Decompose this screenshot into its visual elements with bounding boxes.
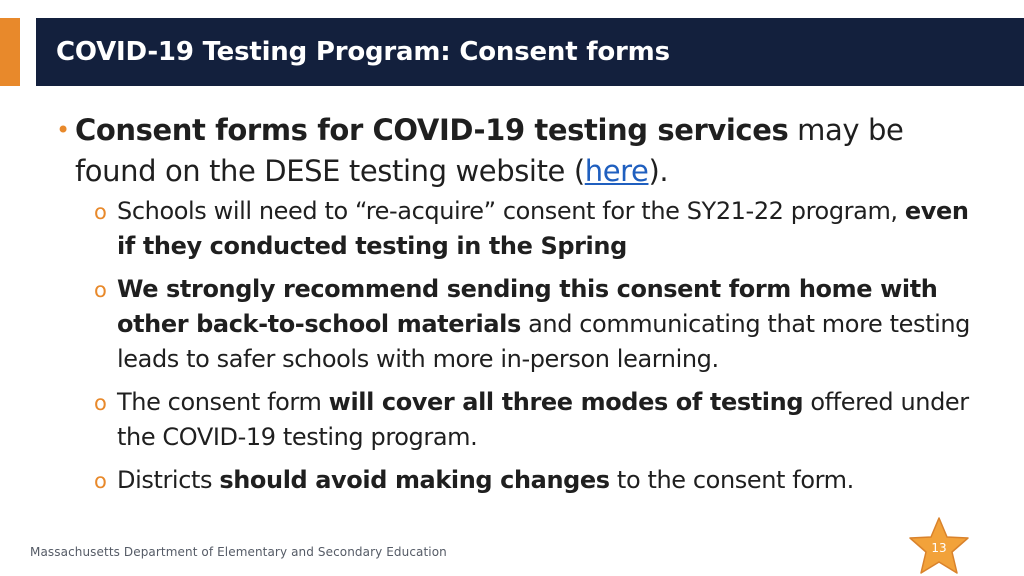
bullet-marker: • [56, 116, 70, 144]
main-bullet [50, 110, 990, 192]
slide-title: COVID-19 Testing Program: Consent forms [56, 37, 670, 67]
sub-bullet-bold: will cover all three modes of testing [328, 388, 804, 416]
sub-bullet [50, 272, 990, 377]
slide-content [50, 110, 990, 506]
main-bullet-text-2: ). [648, 154, 669, 188]
main-bullet-text-1: may be found on the DESE testing website ( [75, 113, 904, 188]
title-bar [36, 18, 1024, 86]
sub-bullet [50, 194, 990, 264]
sub-bullet-marker: o [94, 278, 107, 302]
sub-bullet [50, 385, 990, 455]
sub-bullet-marker: o [94, 469, 107, 493]
sub-bullet-marker: o [94, 391, 107, 415]
sub-bullet-list [50, 194, 990, 498]
sub-bullet-text-2: and communicating that more testing leads to safer schools with more in-person learning. [117, 310, 971, 373]
here-link[interactable]: here [584, 154, 649, 188]
sub-bullet-bold: even if they conducted testing in the Spring [117, 197, 969, 260]
main-bullet-bold: Consent forms for COVID-19 testing services [75, 113, 789, 147]
sub-bullet-text-1: Districts [117, 466, 220, 494]
sub-bullet-bold: We strongly recommend sending this consent form home with other back-to-school materials [117, 275, 938, 338]
sub-bullet-marker: o [94, 200, 107, 224]
footer-organization: Massachusetts Department of Elementary and Secondary Education [30, 545, 447, 559]
sub-bullet-text-1: The consent form [117, 388, 329, 416]
sub-bullet-text-2: offered under the COVID-19 testing program. [117, 388, 969, 451]
sub-bullet-text-2: to the consent form. [609, 466, 854, 494]
accent-bar [0, 18, 20, 86]
sub-bullet [50, 463, 990, 498]
page-number: 13 [931, 541, 947, 555]
sub-bullet-bold: should avoid making changes [219, 466, 610, 494]
sub-bullet-text-1: Schools will need to “re-acquire” consent for the SY21-22 program, [117, 197, 905, 225]
